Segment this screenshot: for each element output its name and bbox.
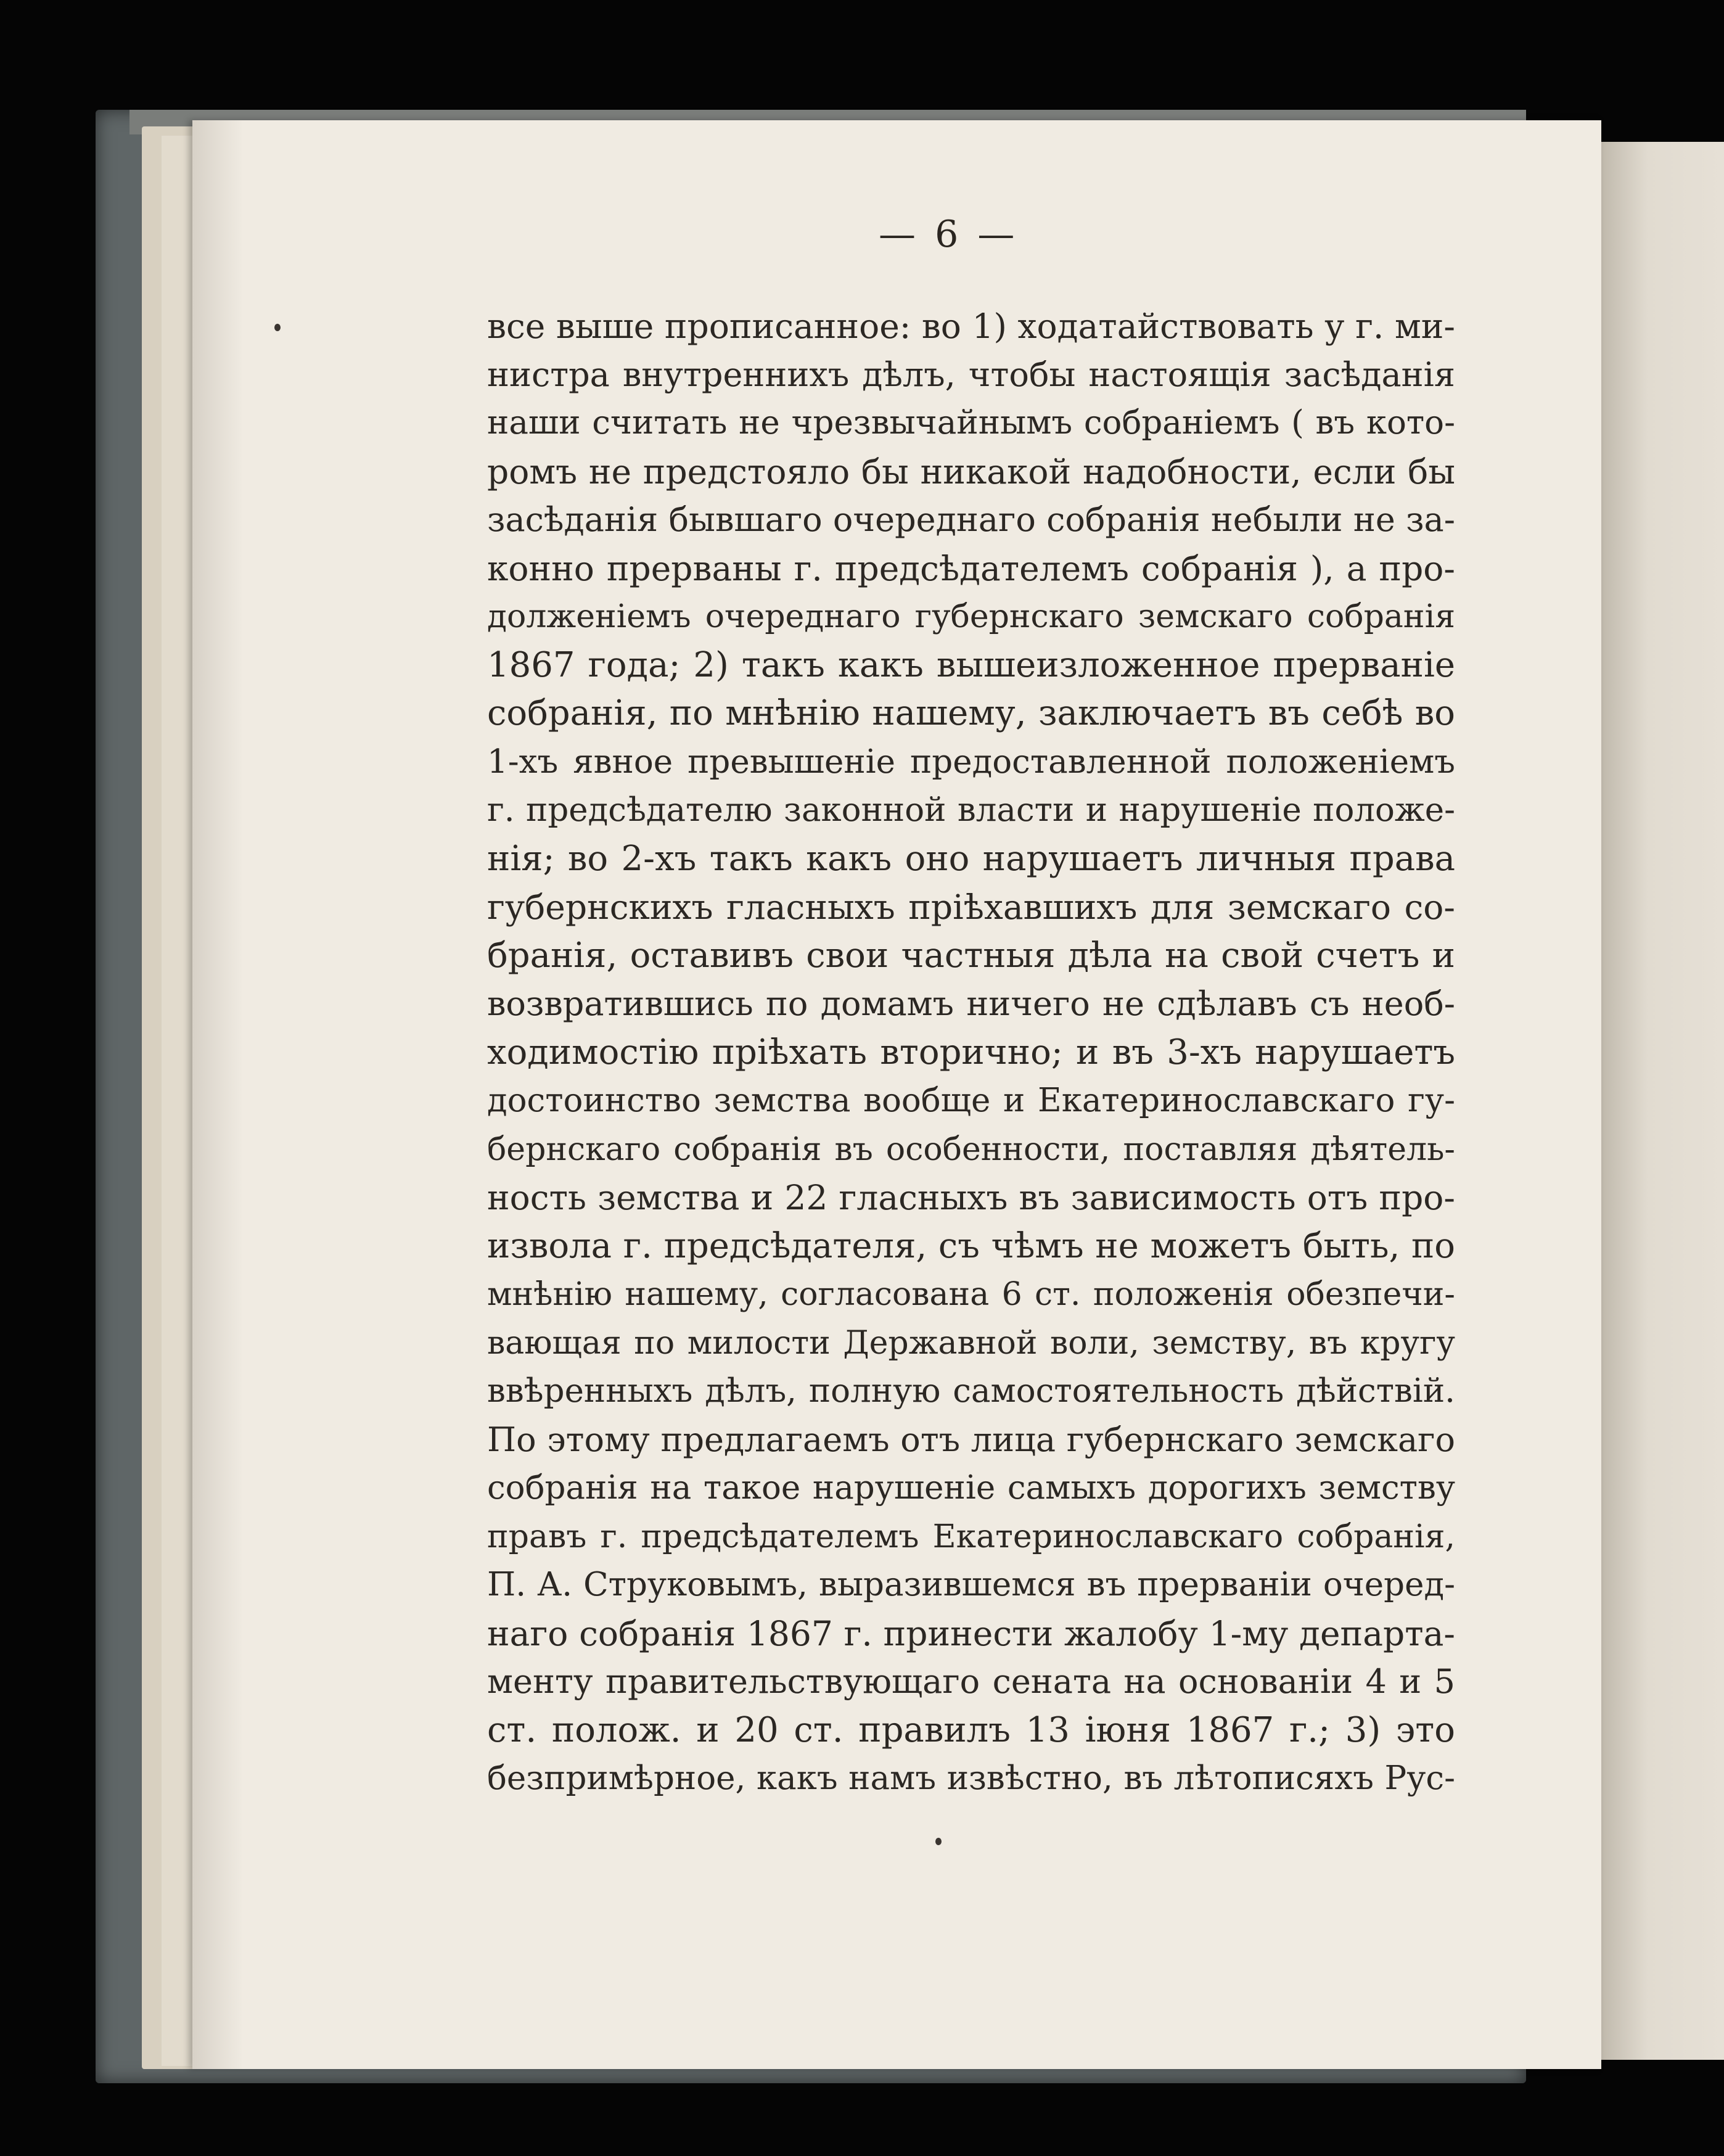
text-line: менту правительствующаго сената на основаніи 4 и 5 — [487, 1662, 1455, 1701]
text-line: 1-хъ явное превышеніе предоставленной положеніемъ — [487, 743, 1455, 781]
text-line: бернскаго собранія въ особенности, поставляя дѣятель- — [487, 1130, 1455, 1168]
text-line: вающая по милости Державной воли, земству, въ кругу — [487, 1324, 1455, 1362]
text-line: нія; во 2-хъ такъ какъ оно нарушаетъ личныя права — [487, 838, 1455, 879]
text-line: ходимостію пріѣхать вторично; и въ 3-хъ нарушаетъ — [487, 1032, 1455, 1072]
text-line: извола г. предсѣдателя, съ чѣмъ не можетъ быть, по — [487, 1225, 1455, 1266]
text-line: собранія, по мнѣнію нашему, заключаетъ въ себѣ во — [487, 693, 1455, 733]
text-line: собранія на такое нарушеніе самыхъ дорогихъ земству — [487, 1469, 1455, 1507]
text-line: достоинство земства вообще и Екатеринославскаго гу- — [487, 1082, 1455, 1119]
text-line: безпримѣрное, какъ намъ извѣстно, въ лѣтописяхъ Рус- — [487, 1759, 1455, 1797]
text-line: правъ г. предсѣдателемъ Екатеринославскаго собранія, — [487, 1518, 1455, 1555]
text-line: ввѣренныхъ дѣлъ, полную самостоятельность дѣйствій. — [487, 1372, 1455, 1410]
margin-ink-spot — [274, 324, 281, 331]
text-line: конно прерваны г. предсѣдателемъ собранія ), а про- — [487, 548, 1455, 588]
text-line: все выше прописанное: во 1) ходатайствовать у г. ми- — [487, 307, 1455, 346]
text-line: ст. полож. и 20 ст. правилъ 13 іюня 1867 г.; 3) это — [487, 1710, 1455, 1750]
page-number: — 6 — — [879, 213, 1019, 256]
text-line: засѣданія бывшаго очереднаго собранія небыли не за- — [487, 500, 1455, 539]
text-line: долженіемъ очереднаго губернскаго земскаго собранія — [487, 598, 1455, 635]
body-text — [487, 302, 1455, 1803]
text-line: возвратившись по домамъ ничего не сдѣлавъ съ необ- — [487, 984, 1455, 1023]
text-line: наго собранія 1867 г. принести жалобу 1-му департа- — [487, 1613, 1455, 1653]
text-line: наши считать не чрезвычайнымъ собраніемъ ( въ кото- — [487, 404, 1455, 442]
text-line: П. А. Струковымъ, выразившемся въ прерваніи очеред- — [487, 1566, 1455, 1603]
text-line: губернскихъ гласныхъ пріѣхавшихъ для земскаго со- — [487, 887, 1455, 927]
ink-spot — [935, 1838, 942, 1845]
facing-page — [1597, 142, 1724, 2060]
text-line: 1867 года; 2) такъ какъ вышеизложенное прерваніе — [487, 644, 1455, 685]
text-line: ромъ не предстояло бы никакой надобности, если бы — [487, 451, 1455, 492]
text-line: бранія, оставивъ свои частныя дѣла на свой счетъ и — [487, 935, 1455, 976]
text-line: ность земства и 22 гласныхъ въ зависимость отъ про- — [487, 1178, 1455, 1217]
text-line: мнѣнію нашему, согласована 6 ст. положенія обезпечи- — [487, 1276, 1455, 1313]
text-line: По этому предлагаемъ отъ лица губернскаго земскаго — [487, 1420, 1455, 1459]
page-gutter-shadow — [192, 120, 242, 2069]
text-line: г. предсѣдателю законной власти и нарушеніе положе- — [487, 791, 1455, 829]
text-line: нистра внутреннихъ дѣлъ, чтобы настоящія засѣданія — [487, 355, 1455, 394]
